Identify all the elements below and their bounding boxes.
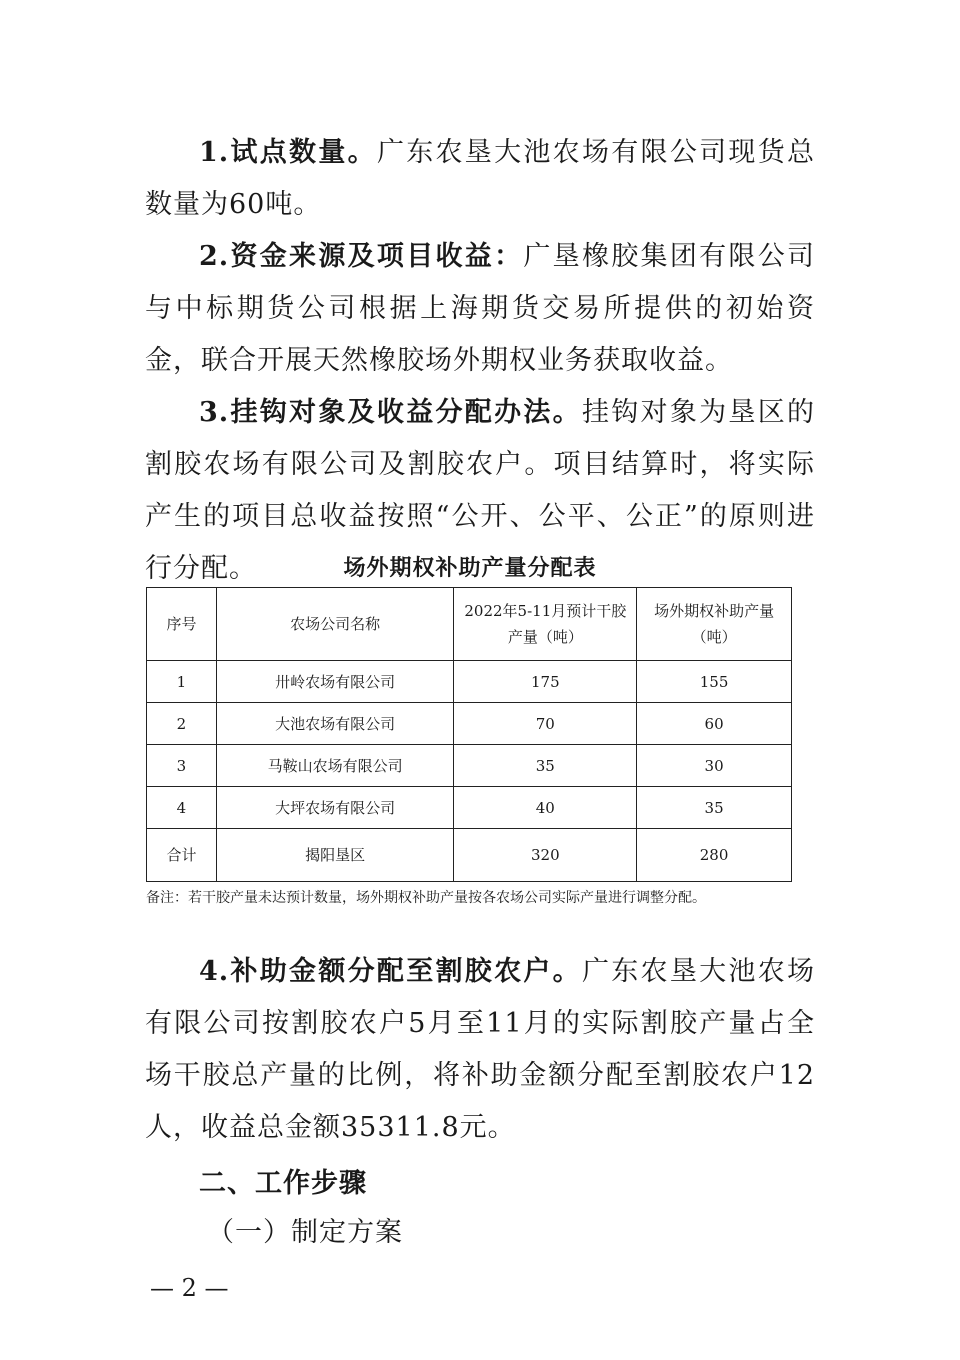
cell-seq: 3: [147, 745, 217, 787]
subsection-heading: （一）制定方案: [207, 1217, 403, 1248]
table-row: [147, 787, 792, 829]
paragraph-funding-source: [145, 231, 815, 387]
cell-seq: 1: [147, 661, 217, 703]
paragraph-subsidy-distribution: [145, 946, 815, 1154]
header-company: 农场公司名称: [216, 588, 454, 661]
cell-company: 卅岭农场有限公司: [216, 661, 454, 703]
header-subsidy-output: 场外期权补助产量（吨）: [637, 588, 792, 661]
table-note: 备注：若干胶产量未达预计数量，场外期权补助产量按各农场公司实际产量进行调整分配。: [146, 890, 706, 906]
cell-company: 大池农场有限公司: [216, 703, 454, 745]
paragraph-body: 广垦橡胶集团有限公司与中标期货公司根据上海期货交易所提供的初始资金，联合开展天然橡胶场外期权业务获取收益。: [145, 241, 816, 376]
cell-expected: 70: [454, 703, 637, 745]
table-row: [147, 703, 792, 745]
cell-subsidy: 60: [637, 703, 792, 745]
cell-seq: 2: [147, 703, 217, 745]
paragraph-lead: 1.试点数量。: [199, 137, 377, 168]
paragraph-lead: 4.补助金额分配至割胶农户。: [199, 956, 582, 987]
table-row: [147, 745, 792, 787]
table-title: 场外期权补助产量分配表: [343, 555, 597, 581]
cell-subsidy: 30: [637, 745, 792, 787]
page-number: — 2 —: [150, 1274, 229, 1302]
cell-total-subsidy: 280: [637, 829, 792, 882]
header-expected-output: 2022年5-11月预计干胶产量（吨）: [454, 588, 637, 661]
paragraph-pilot-quantity: [145, 127, 815, 231]
paragraph-body: 广东农垦大池农场有限公司现货总数量为60吨。: [145, 137, 816, 220]
cell-total-label: 合计: [147, 829, 217, 882]
cell-expected: 175: [454, 661, 637, 703]
distribution-table: [146, 587, 792, 882]
header-seq: 序号: [147, 588, 217, 661]
cell-total-expected: 320: [454, 829, 637, 882]
cell-company: 大坪农场有限公司: [216, 787, 454, 829]
table-total-row: [147, 829, 792, 882]
paragraph-lead: 2.资金来源及项目收益：: [199, 241, 524, 272]
paragraph-body: 挂钩对象为垦区的割胶农场有限公司及割胶农户。项目结算时，将实际产生的项目总收益按照“公开、公平、公正”的原则进行分配。: [145, 397, 816, 584]
cell-seq: 4: [147, 787, 217, 829]
table-row: [147, 661, 792, 703]
cell-company: 马鞍山农场有限公司: [216, 745, 454, 787]
paragraph-body: 广东农垦大池农场有限公司按割胶农户5月至11月的实际割胶产量占全场干胶总产量的比例，将补助金额分配至割胶农户12人，收益总金额35311.8元。: [145, 956, 816, 1143]
paragraph-lead: 3.挂钩对象及收益分配办法。: [199, 397, 582, 428]
table-header-row: [147, 588, 792, 661]
cell-subsidy: 35: [637, 787, 792, 829]
cell-subsidy: 155: [637, 661, 792, 703]
cell-total-region: 揭阳垦区: [216, 829, 454, 882]
section-heading: 二、工作步骤: [199, 1168, 367, 1199]
cell-expected: 40: [454, 787, 637, 829]
cell-expected: 35: [454, 745, 637, 787]
